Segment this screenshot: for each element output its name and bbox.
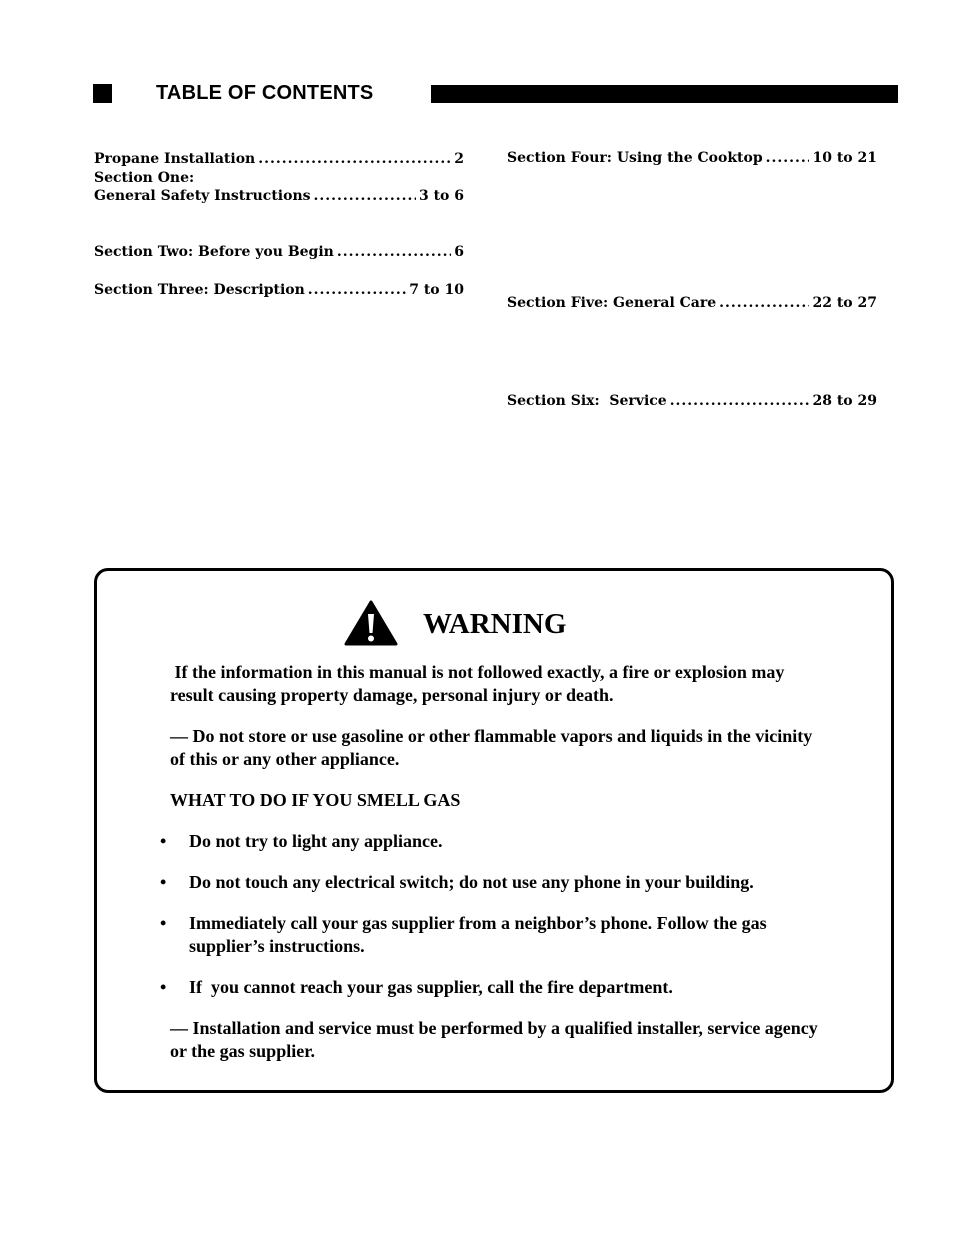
toc-page: 6 [454, 244, 464, 260]
toc-label: Section Six: Service [507, 393, 667, 409]
toc-leader-dots [314, 187, 416, 205]
toc-entry-using-cooktop [507, 149, 877, 167]
toc-page: 28 to 29 [812, 393, 877, 409]
toc-section-one-heading: Section One: [94, 170, 195, 186]
toc-label: General Safety Instructions [94, 188, 311, 204]
warning-title: WARNING [423, 608, 567, 640]
header-square-marker [93, 84, 112, 103]
toc-entry-before-you-begin [94, 243, 464, 261]
warning-paragraph-flammable-vapors: — Do not store or use gasoline or other flammable vapors and liquids in the vicinity of this or any other appliance. [170, 726, 813, 769]
toc-label: Section Two: Before you Begin [94, 244, 334, 260]
toc-entry-propane-installation [94, 150, 464, 168]
header-rule-bar [431, 85, 898, 103]
toc-page: 3 to 6 [418, 188, 464, 204]
toc-entry-general-care [507, 294, 877, 312]
warning-bullet-item: If you cannot reach your gas supplier, call the fire department. [189, 977, 673, 997]
toc-leader-dots [766, 149, 810, 167]
toc-page: 2 [454, 151, 464, 167]
warning-triangle-icon [344, 600, 398, 646]
warning-bullet-item: Do not touch any electrical switch; do not use any phone in your building. [189, 872, 754, 892]
toc-leader-dots [719, 294, 809, 312]
toc-label: Section Five: General Care [507, 295, 717, 311]
bullet-marker: • [160, 872, 167, 892]
page-title: TABLE OF CONTENTS [156, 82, 374, 104]
toc-entry-description [94, 281, 464, 299]
toc-label: Section Four: Using the Cooktop [507, 150, 763, 166]
toc-label: Section Three: Description [94, 282, 305, 298]
toc-page: 7 to 10 [409, 282, 464, 298]
bullet-marker: • [160, 913, 167, 933]
warning-paragraph-fire-explosion: If the information in this manual is not followed exactly, a fire or explosion may result causing property damage, personal injury or death. [170, 662, 789, 705]
warning-smell-gas-heading: WHAT TO DO IF YOU SMELL GAS [170, 790, 461, 810]
toc-page: 22 to 27 [812, 295, 877, 311]
toc-leader-dots [258, 150, 451, 168]
toc-leader-dots [308, 281, 406, 299]
toc-page: 10 to 21 [812, 150, 877, 166]
warning-paragraph-installation-service: — Installation and service must be performed by a qualified installer, service agency or the gas supplier. [170, 1018, 818, 1061]
toc-leader-dots [670, 392, 810, 410]
toc-entry-general-safety [94, 187, 464, 205]
bullet-marker: • [160, 977, 167, 997]
bullet-marker: • [160, 831, 167, 851]
toc-entry-service [507, 392, 877, 410]
warning-bullet-item: Immediately call your gas supplier from a neighbor’s phone. Follow the gas supplier’s instructions. [189, 913, 767, 956]
warning-bullet-item: Do not try to light any appliance. [189, 831, 443, 851]
toc-label: Propane Installation [94, 151, 256, 167]
toc-leader-dots [337, 243, 451, 261]
